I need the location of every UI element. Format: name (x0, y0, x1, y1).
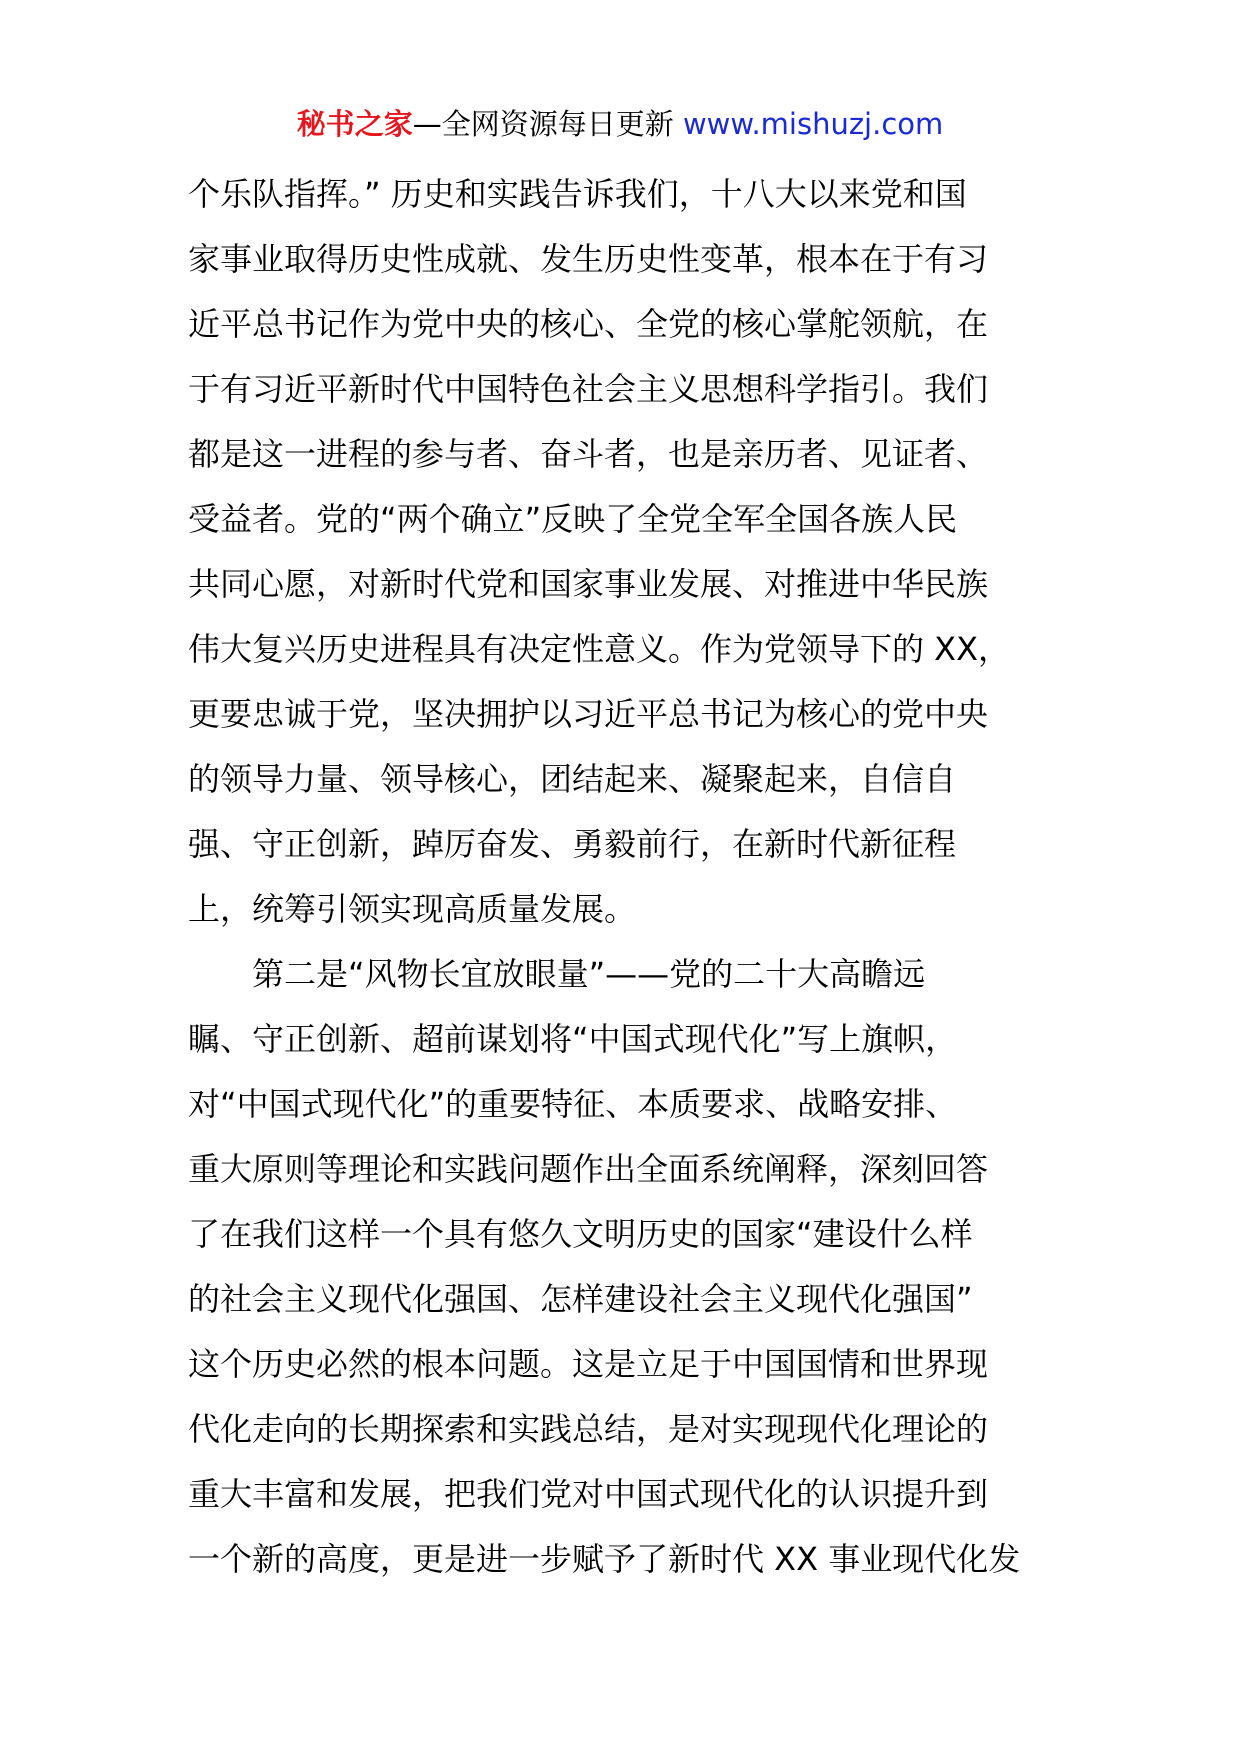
header-brand: 秘书之家 (296, 107, 413, 141)
header-url-link[interactable]: www.mishuzj.com (682, 107, 944, 141)
text-line: 家事业取得历史性成就、发生历史性变革，根本在于有习 (188, 240, 989, 278)
text-line: 重大丰富和发展，把我们党对中国式现代化的认识提升到 (188, 1475, 989, 1513)
text-line: 受益者。党的“两个确立”反映了全党全军全国各族人民 (188, 500, 958, 538)
text-line: 个乐队指挥。” 历史和实践告诉我们，十八大以来党和国 (188, 175, 967, 213)
page-header (0, 100, 1240, 148)
text-line: 了在我们这样一个具有悠久文明历史的国家“建设什么样 (188, 1215, 973, 1253)
text-line: 共同心愿，对新时代党和国家事业发展、对推进中华民族 (188, 565, 989, 603)
text-line: 伟大复兴历史进程具有决定性意义。作为党领导下的 XX， (188, 630, 1011, 668)
text-line: 近平总书记作为党中央的核心、全党的核心掌舵领航，在 (188, 305, 989, 343)
text-line: 上，统筹引领实现高质量发展。 (188, 890, 637, 928)
text-line: 更要忠诚于党，坚决拥护以习近平总书记为核心的党中央 (188, 695, 989, 733)
text-line: 强、守正创新，踔厉奋发、勇毅前行，在新时代新征程 (188, 825, 957, 863)
text-line: 的社会主义现代化强国、怎样建设社会主义现代化强国” (188, 1280, 973, 1318)
text-line: 于有习近平新时代中国特色社会主义思想科学指引。我们 (188, 370, 989, 408)
body-text (188, 162, 1056, 1592)
text-line: 这个历史必然的根本问题。这是立足于中国国情和世界现 (188, 1345, 989, 1383)
text-line: 重大原则等理论和实践问题作出全面系统阐释，深刻回答 (188, 1150, 989, 1188)
header-tagline: —全网资源每日更新 (412, 107, 674, 141)
text-line: 的领导力量、领导核心，团结起来、凝聚起来，自信自 (188, 760, 957, 798)
text-line: 都是这一进程的参与者、奋斗者，也是亲历者、见证者、 (188, 435, 989, 473)
text-line: 对“中国式现代化”的重要特征、本质要求、战略安排、 (188, 1085, 958, 1123)
text-line: 第二是“风物长宜放眼量”——党的二十大高瞻远 (188, 955, 926, 993)
text-line: 瞩、守正创新、超前谋划将“中国式现代化”写上旗帜， (188, 1020, 958, 1058)
text-line: 一个新的高度，更是进一步赋予了新时代 XX 事业现代化发 (188, 1540, 1021, 1578)
text-line: 代化走向的长期探索和实践总结，是对实现现代化理论的 (188, 1410, 989, 1448)
